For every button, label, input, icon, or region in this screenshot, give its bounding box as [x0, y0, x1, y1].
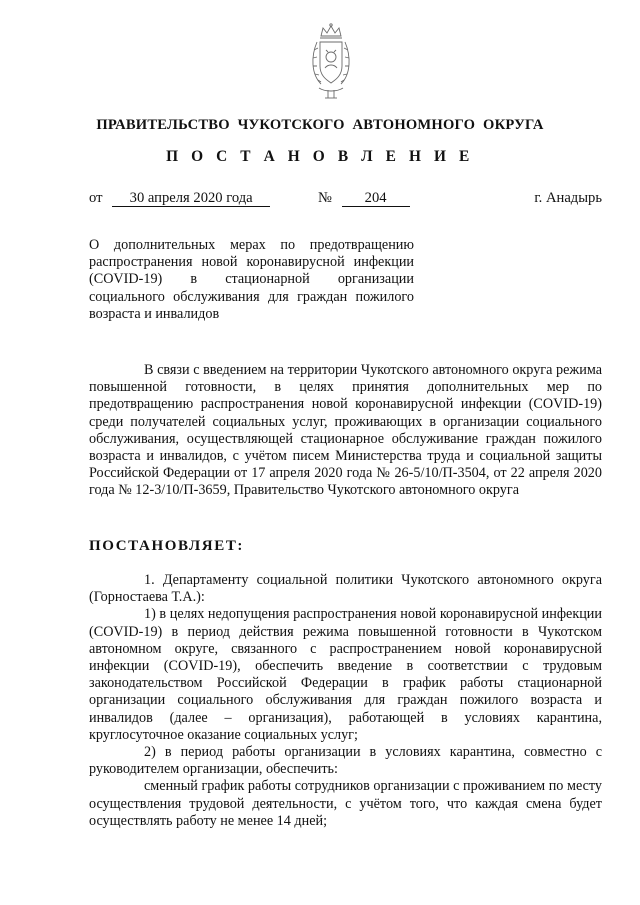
number-line — [318, 190, 410, 207]
document-type-heading: П О С Т А Н О В Л Е Н И Е — [166, 148, 474, 165]
preamble-paragraph: В связи с введением на территории Чукотского автономного округа режима повышенной готовности, в целях принятия дополнительных мер по предотвращению распространения новой коронавирусной инфекции (COVID-19) среди получателей социальных услуг, проживающих в организации социального обслуживания, осуществляющей стационарное обслуживание граждан пожилого возраста и инвалидов, с учётом писем Министерства труда и социальной защиты Российской Федерации от 17 апреля 2020 года № 26-5/10/П-3504, от 22 апреля 2020 года № 12-3/10/П-3659, Правительство Чукотского автономного округа — [89, 362, 602, 499]
preamble-block — [89, 362, 602, 500]
chukotka-coat-of-arms-icon — [305, 22, 357, 100]
clause-1-2: 2) в период работы организации в условиях карантина, совместно с руководителем организации, обеспечить: — [89, 744, 602, 778]
document-date: 30 апреля 2020 года — [112, 190, 270, 207]
clause-1-1: 1) в целях недопущения распространения новой коронавирусной инфекции (COVID-19) в период действия режима повышенной готовности в Чукотском автономном округе, связанного с распространением новой коронавирусной инфекции (COVID-19), обеспечить введение в соответствии с трудовым законодательством Российской Федерации в график работы стационарной организации социального обслуживания для граждан пожилого возраста и инвалидов (далее – организация), работающей в условиях карантина, круглосуточное оказание социальных услуг; — [89, 606, 602, 743]
clause-1-2-item: сменный график работы сотрудников организации с проживанием по месту осуществления трудовой деятельности, с учётом того, что каждая смена будет осуществлять работу не менее 14 дней; — [89, 778, 602, 829]
decree-heading: ПОСТАНОВЛЯЕТ: — [89, 538, 245, 554]
document-city: г. Анадырь — [534, 190, 602, 206]
document-number: 204 — [342, 190, 410, 207]
number-prefix: № — [318, 190, 332, 206]
clauses-block — [89, 572, 602, 830]
date-line — [89, 190, 270, 207]
document-subject: О дополнительных мерах по предотвращению распространения новой коронавирусной инфекции (COVID-19) в стационарной организации социального обслуживания для граждан пожилого возраста и инвалидов — [89, 237, 414, 322]
government-title: ПРАВИТЕЛЬСТВО ЧУКОТСКОГО АВТОНОМНОГО ОКРУГА — [96, 117, 544, 133]
clause-1: 1. Департаменту социальной политики Чукотского автономного округа (Горностаева Т.А.): — [89, 572, 602, 606]
date-prefix: от — [89, 190, 103, 206]
